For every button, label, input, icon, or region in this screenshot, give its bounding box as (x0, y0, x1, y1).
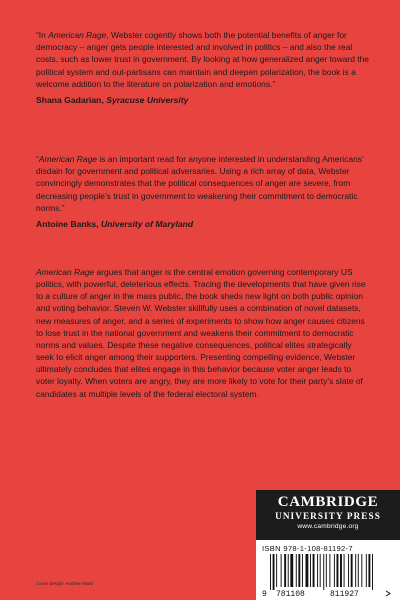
publisher-press: UNIVERSITY PRESS (275, 511, 381, 521)
barcode-bar (323, 554, 324, 590)
book-description: American Rage argues that anger is the central emotion governing contemporary US politics, with powerful, deleterious effects. Tracing the developments that have given rise to a culture of anger in the mass public, the book sheds new light on both public opinion and voting behavior. Steven W. Webster skillfully uses a combination of novel datasets, new measures of anger, and a series of experiments to show how anger causes citizens to lose trust in the national government and weakens their commitment to democratic norms and values. Despite these negative consequences, political elites strategically seek to elicit anger among their supporters. Presenting compelling evidence, Webster ultimately concludes that elites engage in this behavior because voter anger leads to voter loyalty. When voters are angry, they are more likely to vote for their party’s slate of candidates at multiple levels of the federal electoral system. (36, 267, 366, 399)
barcode-bar (284, 554, 286, 587)
barcode-digits-right: 811927 (330, 590, 359, 598)
barcode-bar (366, 554, 367, 587)
praise-quote-1 (36, 29, 370, 106)
barcode-bar (355, 554, 356, 587)
barcode-bar (358, 554, 359, 587)
barcode-bar (334, 554, 335, 587)
cover-design-credit: Cover design: Andrew Ward (36, 581, 94, 586)
barcode-bar (372, 554, 373, 590)
barcode-bar (298, 554, 300, 587)
barcode-bars (270, 554, 373, 590)
barcode-graphic (262, 554, 392, 598)
barcode-bar (351, 554, 353, 587)
barcode-digit-lead: 9 (262, 590, 267, 598)
praise-quote-2-text: “American Rage is an important read for anyone interested in understanding Americans’ disdain for government and political adversaries. Using a rich array of data, Webster convincingly demonstrates that the political consequences of anger are severe, from decreasing people’s trust in government to weakening their commitment to democratic norms.” (36, 154, 364, 213)
barcode-bar (270, 554, 271, 590)
publisher-logo (256, 490, 400, 540)
praise-attribution-2: Antoine Banks, University of Maryland (36, 219, 194, 230)
barcode-bar (337, 554, 339, 587)
barcode-bar (320, 554, 321, 587)
praise-quote-2 (36, 153, 370, 230)
barcode-bar (302, 554, 303, 587)
praise-attribution-1: Shana Gadarian, Syracuse University (36, 95, 189, 106)
barcode-bar (273, 554, 275, 590)
barcode-bar (290, 554, 293, 587)
barcode-arrow-icon (386, 591, 390, 596)
barcode-bar (340, 554, 342, 587)
barcode-bar (296, 554, 297, 587)
praise-quote-1-text: “In American Rage, Webster cogently shows both the potential benefits of anger for democracy – anger gets people interested and involved in politics – and also the real costs, such as lower trust in government. By looking at how generalized anger toward the political system and out-partisans can maintain and deepen polarization, the book is a welcome addition to the literature on polarization and emotions.” (36, 30, 369, 89)
book-title-italic: American Rage (36, 267, 95, 277)
publisher-name: CAMBRIDGE (277, 494, 379, 510)
barcode-bar (313, 554, 315, 587)
publisher-url: www.cambridge.org (297, 523, 359, 530)
barcode-digits-left: 781108 (276, 590, 305, 598)
barcode-bar (344, 554, 345, 587)
barcode-bar (348, 554, 349, 587)
barcode-bar (329, 554, 330, 587)
barcode-bar (288, 554, 289, 587)
barcode-bar (310, 554, 311, 587)
barcode-bar (276, 554, 277, 587)
publisher-block (256, 490, 400, 600)
barcode-bar (306, 554, 309, 587)
book-title-italic: American Rage (48, 30, 107, 40)
book-title-italic: American Rage (38, 154, 97, 164)
barcode-bar (368, 554, 370, 587)
barcode-bar (317, 554, 318, 587)
barcode-bar (281, 554, 282, 587)
isbn-barcode-box (256, 540, 400, 600)
isbn-label: ISBN 978-1-108-81192-7 (262, 544, 353, 553)
barcode-bar (326, 554, 327, 587)
barcode-bar (361, 554, 362, 587)
